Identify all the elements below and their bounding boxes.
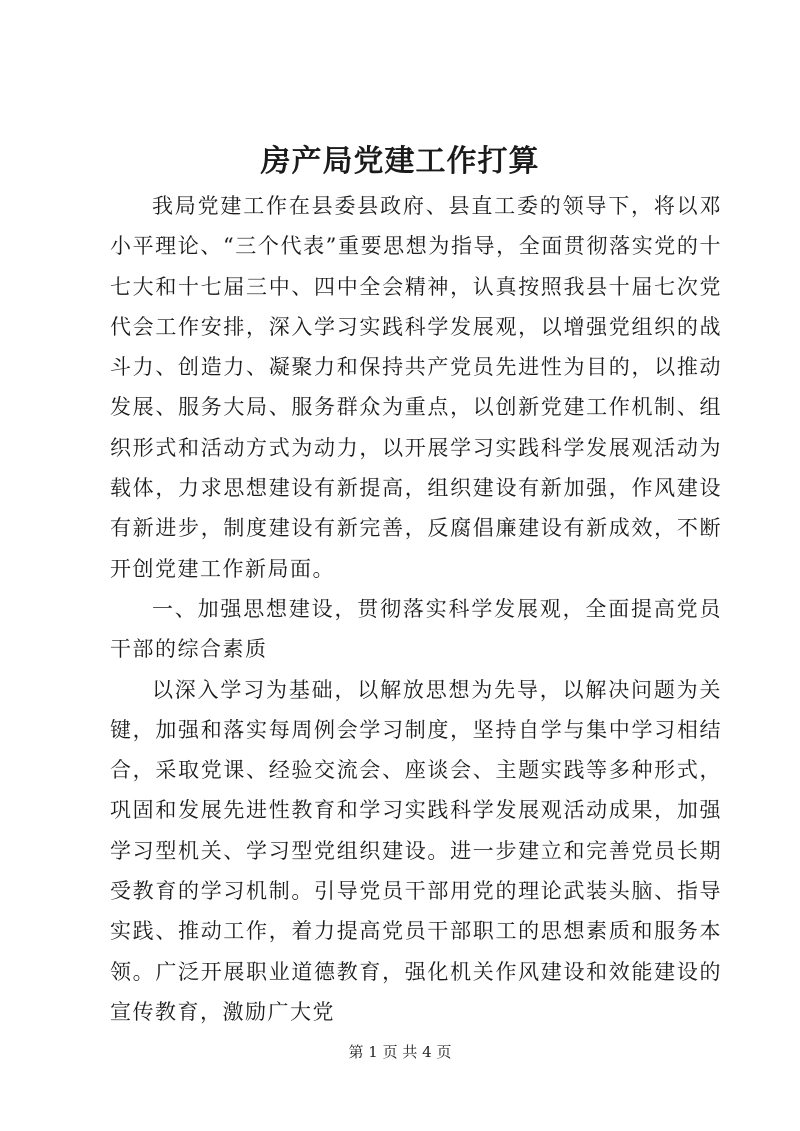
document-body xyxy=(110,186,722,1032)
page-number: 第 1 页 共 4 页 xyxy=(348,1043,452,1061)
paragraph-intro: 我局党建工作在县委县政府、县直工委的领导下，将以邓小平理论、“三个代表”重要思想为指导，全面贯彻落实党的十七大和十七届三中、四中全会精神，认真按照我县十届七次党代会工作安排，深入学习实践科学发展观，以增强党组织的战斗力、创造力、凝聚力和保持共产党员先进性为目的，以推动发展、服务大局、服务群众为重点，以创新党建工作机制、组织形式和活动方式为动力，以开展学习实践科学发展观活动为载体，力求思想建设有新提高，组织建设有新加强，作风建设有新进步，制度建设有新完善，反腐倡廉建设有新成效，不断开创党建工作新局面。 xyxy=(110,194,722,581)
page-footer xyxy=(0,1042,800,1062)
paragraph-section-body: 以深入学习为基础，以解放思想为先导，以解决问题为关键，加强和落实每周例会学习制度，坚持自学与集中学习相结合，采取党课、经验交流会、座谈会、主题实践等多种形式，巩固和发展先进性教育和学习实践科学发展观活动成果，加强学习型机关、学习型党组织建设。进一步建立和完善党员长期受教育的学习机制。引导党员干部用党的理论武装头脑、指导实践、推动工作，着力提高党员干部职工的思想素质和服务本领。广泛开展职业道德教育，强化机关作风建设和效能建设的宣传教育，激励广大党 xyxy=(110,677,722,1024)
document-title: 房产局党建工作打算 xyxy=(260,144,540,179)
paragraph-section-heading: 一、加强思想建设，贯彻落实科学发展观，全面提高党员干部的综合素质 xyxy=(110,596,722,662)
